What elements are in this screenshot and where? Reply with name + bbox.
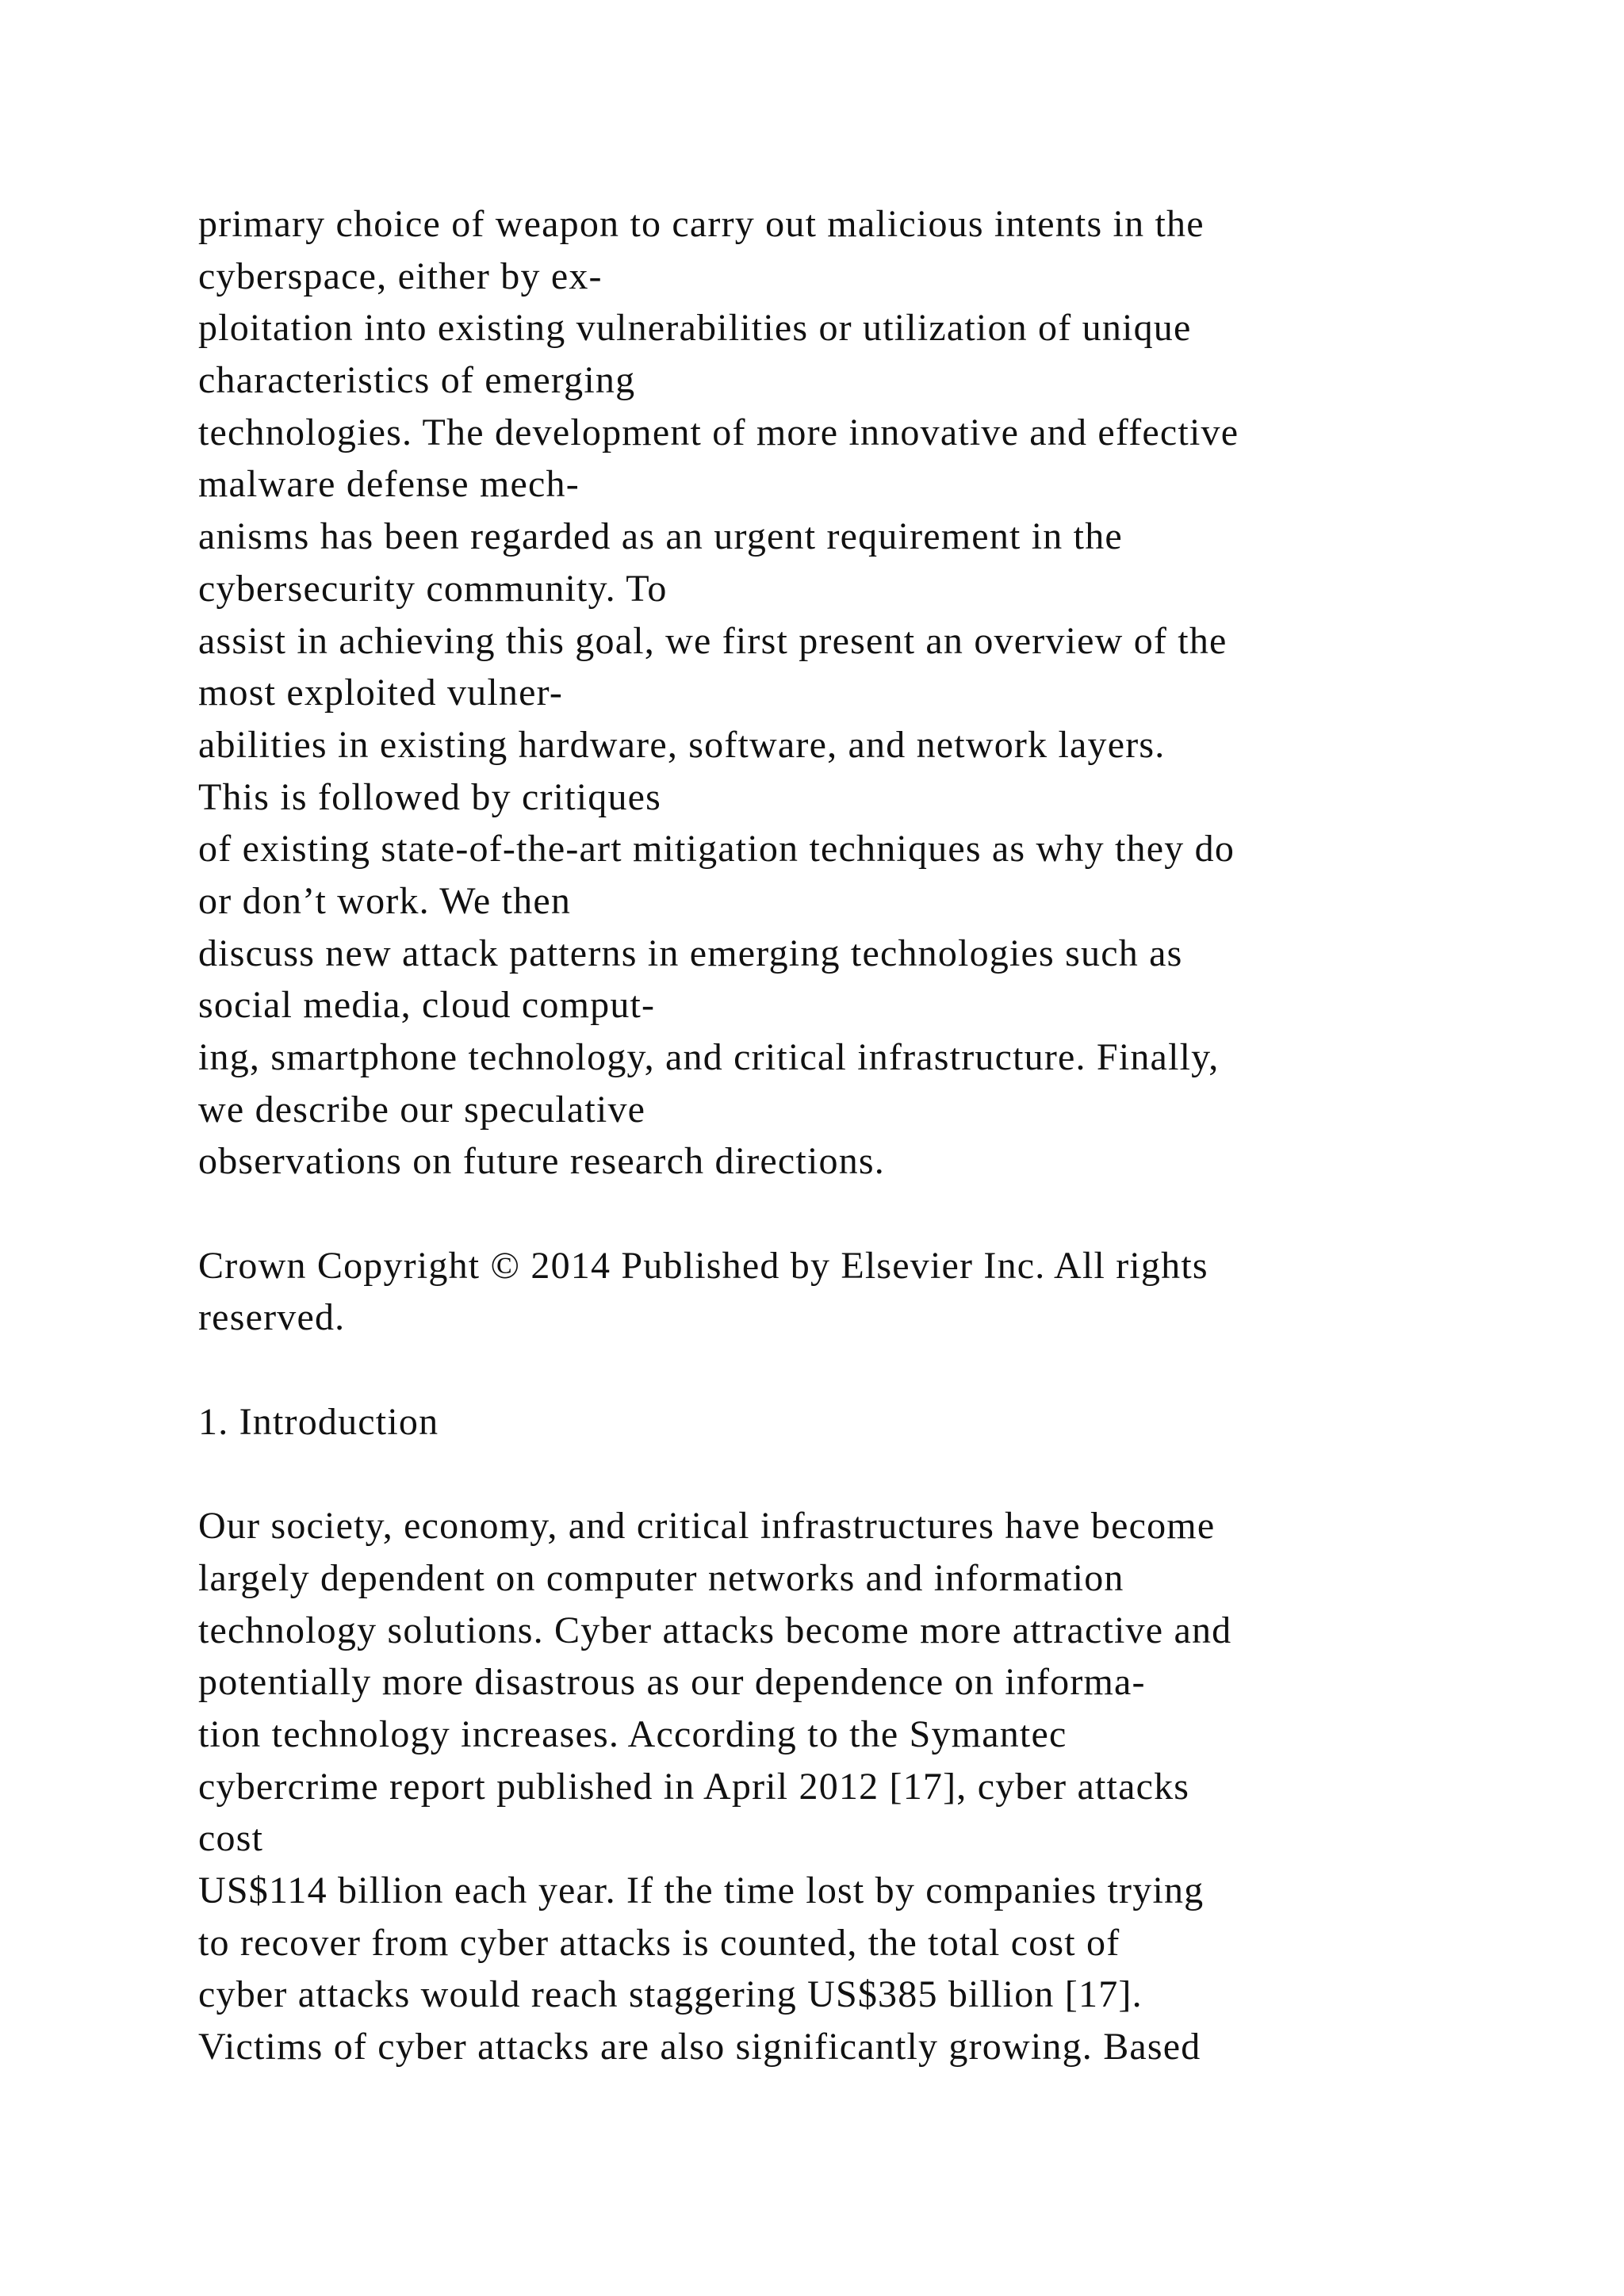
introduction-paragraph: [198, 1500, 1467, 2073]
text-line: discuss new attack patterns in emerging technologies such as: [198, 932, 1183, 974]
text-line: ploitation into existing vulnerabilities or utilization of unique: [198, 307, 1192, 350]
text-line: tion technology increases. According to the Symantec: [198, 1712, 1067, 1755]
paragraph-spacer: [198, 1344, 1467, 1396]
text-line: to recover from cyber attacks is counted, the total cost of: [198, 1921, 1120, 1964]
paragraph-spacer: [198, 1448, 1467, 1501]
text-line: Our society, economy, and critical infrastructures have become: [198, 1505, 1216, 1548]
text-line: we describe our speculative: [198, 1088, 646, 1131]
text-line: largely dependent on computer networks and information: [198, 1556, 1124, 1599]
text-line: reserved.: [198, 1296, 346, 1339]
text-line: social media, cloud comput-: [198, 984, 656, 1027]
copyright-notice: [198, 1240, 1467, 1344]
section-heading: 1. Introduction: [198, 1400, 439, 1443]
text-line: cybersecurity community. To: [198, 567, 668, 610]
text-line: cybercrime report published in April 2012 [17], cyber attacks: [198, 1765, 1190, 1808]
text-line: technology solutions. Cyber attacks become more attractive and: [198, 1609, 1232, 1651]
text-line: cyber attacks would reach staggering US$385 billion [17].: [198, 1973, 1143, 2016]
text-line: US$114 billion each year. If the time lost by companies trying: [198, 1869, 1205, 1911]
text-line: malware defense mech-: [198, 463, 580, 506]
text-line: Victims of cyber attacks are also significantly growing. Based: [198, 2026, 1201, 2068]
document-page: [198, 198, 1467, 2073]
text-line: assist in achieving this goal, we first present an overview of the: [198, 619, 1228, 662]
text-line: This is followed by critiques: [198, 775, 662, 818]
text-line: Crown Copyright © 2014 Published by Elsevier Inc. All rights: [198, 1244, 1208, 1287]
text-line: characteristics of emerging: [198, 359, 636, 402]
text-line: observations on future research directions.: [198, 1140, 885, 1183]
text-line: primary choice of weapon to carry out malicious intents in the: [198, 203, 1205, 245]
text-line: technologies. The development of more innovative and effective: [198, 411, 1239, 453]
abstract-paragraph: [198, 198, 1467, 1188]
text-line: ing, smartphone technology, and critical infrastructure. Finally,: [198, 1036, 1220, 1078]
text-line: most exploited vulner-: [198, 672, 564, 714]
text-line: cyberspace, either by ex-: [198, 254, 603, 297]
paragraph-spacer: [198, 1188, 1467, 1240]
text-line: of existing state-of-the-art mitigation techniques as why they do: [198, 828, 1235, 871]
text-line: abilities in existing hardware, software, and network layers.: [198, 723, 1166, 766]
text-line: potentially more disastrous as our dependence on informa-: [198, 1661, 1146, 1704]
text-line: or don’t work. We then: [198, 879, 572, 922]
text-line: anisms has been regarded as an urgent requirement in the: [198, 515, 1123, 558]
text-line: cost: [198, 1817, 264, 1860]
